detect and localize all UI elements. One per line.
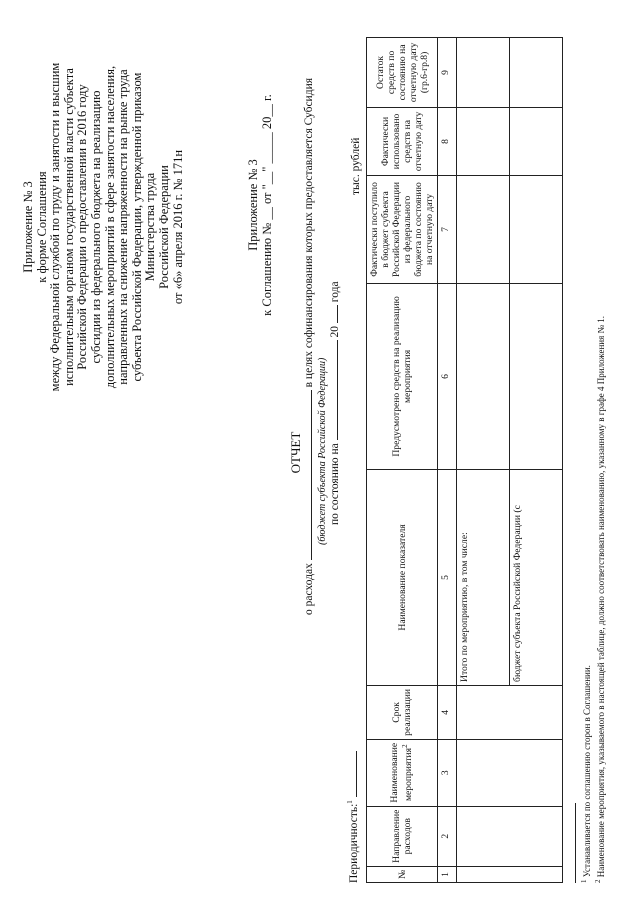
table-cell[interactable]	[457, 685, 563, 739]
footnote	[579, 3, 593, 883]
footnote-mark: 2	[401, 744, 410, 748]
header-cell	[367, 739, 438, 806]
table-cell[interactable]	[457, 175, 510, 283]
agreement-appendix	[246, 65, 274, 345]
year-prefix: 20	[329, 325, 341, 338]
expenses-suffix: в целях софинансирования которых предоставляется Субсидия	[303, 77, 315, 388]
appendix-line: дополнительных мероприятий в сфере занятости населения,	[102, 65, 117, 389]
header-cell: Наименование показателя	[367, 469, 438, 685]
column-number: 7	[438, 175, 457, 283]
report-title: ОТЧЕТ	[288, 431, 303, 474]
header-cell: Предусмотрено средств на реализацию мероприятия	[367, 283, 438, 469]
report-line-date	[329, 78, 342, 615]
column-number: 1	[438, 866, 457, 882]
header-cell: Срок реализации	[367, 685, 438, 739]
header-cell: Фактически поступило в бюджет субъекта Российской Федерации из федерального бюджета по состоянию на отчетную дату	[367, 175, 438, 283]
appendix-line: направленных на снижение напряженности на рынке труда	[116, 69, 131, 385]
column-number: 6	[438, 283, 457, 469]
report-table	[366, 37, 563, 883]
indicator-budget-cell: бюджет субъекта Российской Федерации (с	[510, 469, 563, 685]
table-cell[interactable]	[457, 283, 510, 469]
date-blank	[337, 340, 338, 440]
appendix-line: между Федеральной службой по труду и занятости и высшим	[48, 62, 63, 392]
agreement-appendix-line: Приложение № 3	[246, 159, 260, 251]
appendix-line: Министерства труда	[143, 172, 158, 282]
table-cell[interactable]	[457, 37, 510, 107]
column-number-row	[438, 37, 457, 882]
footnote-divider	[575, 803, 576, 883]
periodicity	[346, 751, 360, 883]
appendix-line: Российской Федерации	[156, 165, 171, 289]
appendix-line: Приложение № 3	[21, 181, 35, 273]
table-cell[interactable]	[457, 739, 563, 806]
appendix-line: субсидии из федерального бюджета на реализацию	[88, 90, 103, 364]
report-line-expenses	[303, 78, 316, 615]
footnote-text: Устанавливается по соглашению сторон в Соглашении.	[582, 665, 592, 878]
table-cell[interactable]	[510, 175, 563, 283]
table-cell[interactable]	[457, 866, 563, 882]
column-number: 2	[438, 806, 457, 866]
appendix-header	[22, 27, 185, 427]
table-cell[interactable]	[510, 107, 563, 175]
budget-caption	[316, 78, 329, 615]
appendix-line: к форме Соглашения	[34, 171, 49, 283]
periodicity-label: Периодичность:	[347, 803, 360, 883]
column-number: 9	[438, 37, 457, 107]
table-row	[457, 37, 510, 882]
table-cell[interactable]	[510, 283, 563, 469]
expenses-prefix: о расходах	[303, 563, 315, 615]
footnote-text: Наименование мероприятия, указываемого в настоящей таблице, должно соответствовать наименованию, указанному в графе 4 Приложения № 1.	[596, 315, 606, 878]
footnote-mark: 2	[594, 879, 602, 883]
footnote-mark: 1	[580, 879, 588, 883]
date-prefix: по состоянию на	[329, 443, 341, 525]
column-number: 3	[438, 739, 457, 806]
column-number: 8	[438, 107, 457, 175]
appendix-line: исполнительным органом государственной власти субъекта	[61, 68, 76, 386]
indicator-total-cell: Итого по мероприятию, в том числе:	[457, 469, 510, 685]
header-cell: Направление расходов	[367, 806, 438, 866]
header-cell: Фактически использовано средств на отчетную дату	[367, 107, 438, 175]
footnote-mark: 1	[346, 800, 354, 804]
report-subtitle	[303, 78, 342, 615]
year-blank	[337, 305, 338, 323]
year-suffix: года	[329, 281, 341, 303]
footnote	[593, 3, 607, 883]
table-header-row	[367, 37, 438, 882]
column-number: 5	[438, 469, 457, 685]
units-label: тыс. рублей	[350, 137, 362, 195]
header-cell: Остаток средств по состоянию на отчетную дату (гр.6-гр.8)	[367, 37, 438, 107]
table-cell[interactable]	[510, 37, 563, 107]
footnotes	[579, 3, 607, 883]
budget-blank	[311, 390, 312, 560]
budget-caption-text: (бюджет субъекта Российской Федерации)	[317, 357, 328, 545]
appendix-line: Российской Федерации о предоставлении в 2016 году	[75, 84, 90, 370]
appendix-line: от «6» апреля 2016 г. № 171н	[170, 149, 185, 305]
column-number: 4	[438, 685, 457, 739]
table-cell[interactable]	[457, 107, 510, 175]
periodicity-blank	[356, 751, 357, 797]
agreement-appendix-line: к Соглашению № __ от "__" _____ 20__ г.	[260, 94, 274, 316]
table-cell[interactable]	[457, 806, 563, 866]
appendix-line: субъекта Российской Федерации, утвержденной приказом	[129, 72, 144, 382]
header-cell-text: Наименование мероприятия	[389, 742, 415, 803]
header-cell: №	[367, 866, 438, 882]
